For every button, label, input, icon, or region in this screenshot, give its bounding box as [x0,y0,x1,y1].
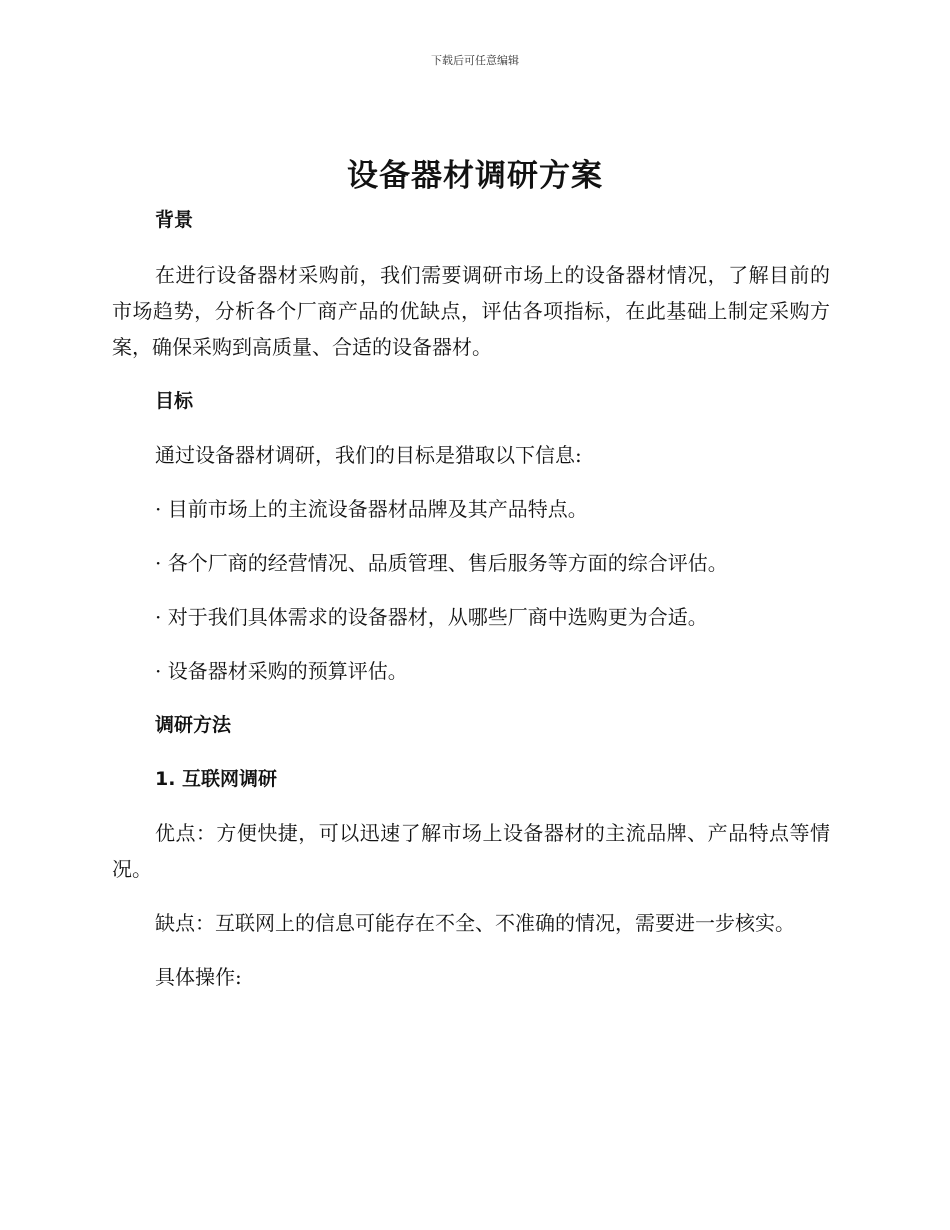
method-pros: 优点：方便快捷，可以迅速了解市场上设备器材的主流品牌、产品特点等情况。 [112,821,830,881]
goal-item: · 设备器材采购的预算评估。 [155,659,408,683]
method-subheading: 1. 互联网调研 [155,768,278,790]
section-heading-methods: 调研方法 [155,714,232,736]
goals-intro: 通过设备器材调研，我们的目标是猎取以下信息: [155,443,582,467]
document-title: 设备器材调研方案 [347,158,603,194]
method-cons: 缺点：互联网上的信息可能存在不全、不准确的情况，需要进一步核实。 [155,911,795,935]
background-paragraph: 在进行设备器材采购前，我们需要调研市场上的设备器材情况，了解目前的市场趋势，分析各个厂商产品的优缺点，评估各项指标，在此基础上制定采购方案，确保采购到高质量、合适的设备器材。 [112,263,830,359]
goal-item: · 各个厂商的经营情况、品质管理、售后服务等方面的综合评估。 [155,551,728,575]
goal-item: · 对于我们具体需求的设备器材，从哪些厂商中选购更为合适。 [155,605,708,629]
section-heading-goals: 目标 [155,390,194,412]
goal-item: · 目前市场上的主流设备器材品牌及其产品特点。 [155,497,588,521]
method-steps-label: 具体操作: [155,965,242,989]
section-heading-background: 背景 [155,209,194,231]
header-note: 下载后可任意编辑 [431,54,519,67]
document-body [112,202,830,995]
